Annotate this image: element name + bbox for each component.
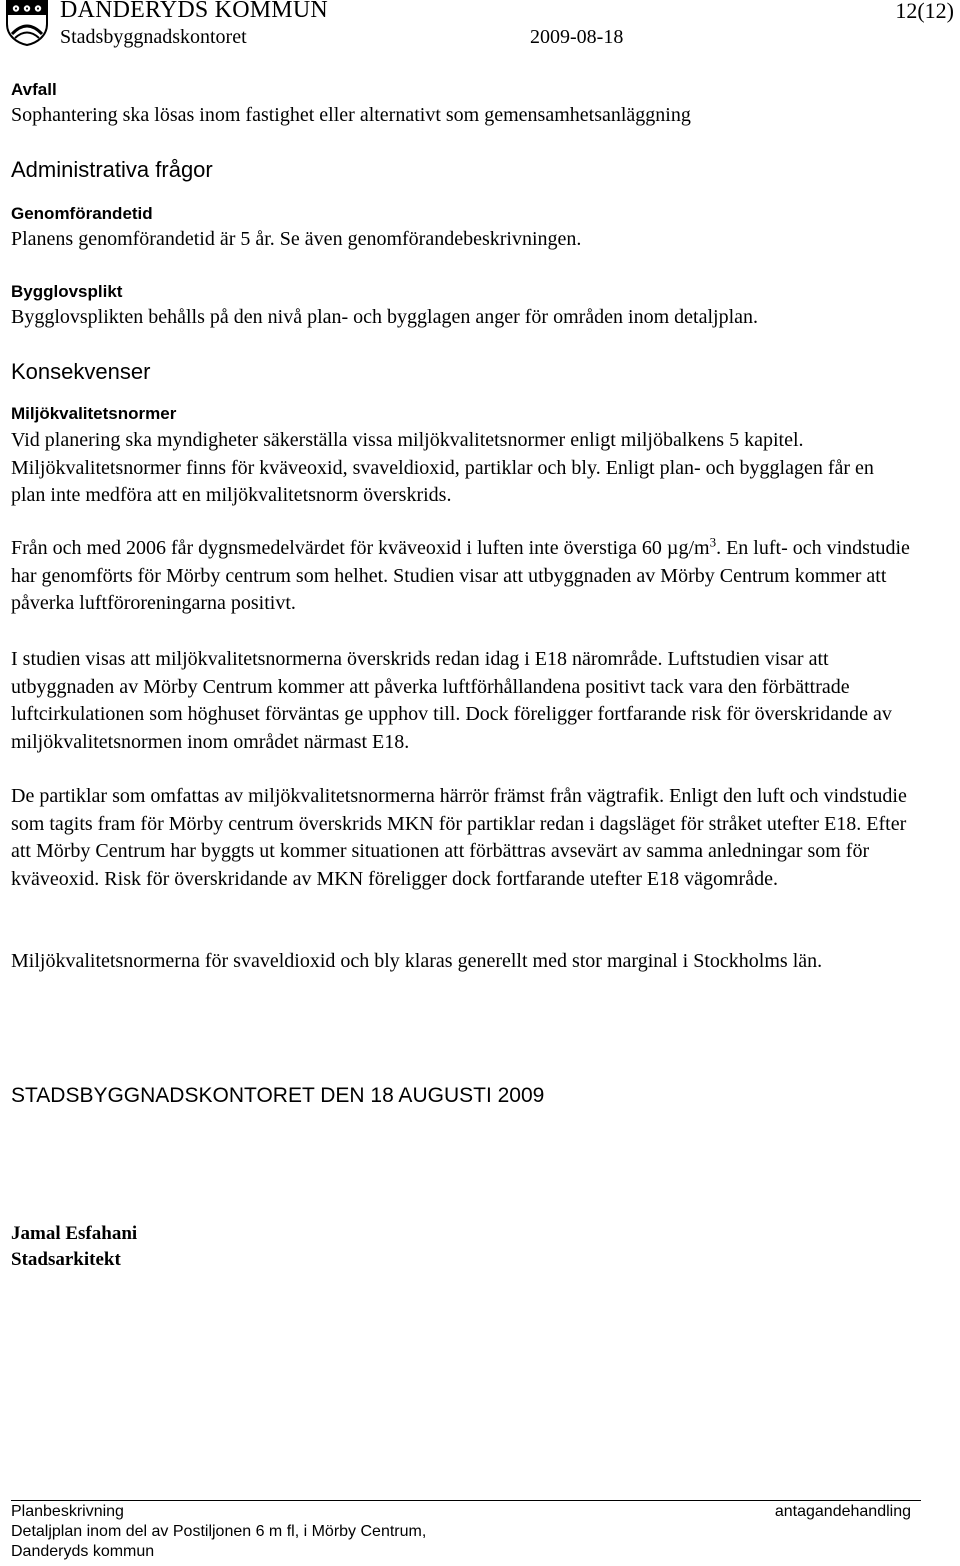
paragraph-kvaveoxid-part2: . En luft- och vindstudie har genomförts för Mörby centrum som helhet. Studien visar att utbyggnaden av Mörby Centrum kommer att påverka luftföroreningarna positivt. [11,537,910,614]
avfall-text: Sophantering ska lösas inom fastighet eller alternativt som gemensamhetsanläggning [11,104,691,126]
organization-name: DANDERYDS KOMMUN [60,0,328,23]
genomforandetid-text: Planens genomförandetid är 5 år. Se även genomförandebeskrivningen. [11,228,582,250]
paragraph-kvaveoxid [11,535,911,618]
coat-of-arms-icon [6,0,48,46]
signatory-title: Stadsarkitekt [11,1249,121,1270]
bygglovsplikt-heading: Bygglovsplikt [11,282,123,301]
footer-document-type: Planbeskrivning [11,1503,124,1520]
unit-superscript: 3 [709,534,717,550]
paragraph-kvaveoxid-part1: Från och med 2006 får dygnsmedelvärdet för kväveoxid i luften inte överstiga 60 µg/m [11,537,710,559]
paragraph-partiklar: De partiklar som omfattas av miljökvalitetsnormerna härrör främst från vägtrafik. Enligt den luft och vindstudie som tagits fram för Mörby centrum överskrids MKN för partiklar redan i dagsläget för stråket utefter E18. Efter att Mörby Centrum har byggts ut kommer situationen att förbättras avsevärt av samma anledningar som för kväveoxid. Risk för överskridande av MKN föreligger dock fortfarande utefter E18 vägområde. [11,785,907,890]
miljokvalitetsnormer-heading: Miljökvalitetsnormer [11,404,177,423]
konsekvenser-heading: Konsekvenser [11,359,151,384]
footer-municipality: Danderyds kommun [11,1543,155,1560]
paragraph-svaveldioxid: Miljökvalitetsnormerna för svaveldioxid och bly klaras generellt med stor marginal i Stockholms län. [11,950,823,972]
paragraph-miljokvalitet-intro: Vid planering ska myndigheter säkerställa vissa miljökvalitetsnormer enligt miljöbalkens 5 kapitel. Miljökvalitetsnormer finns för kväveoxid, svaveldioxid, partiklar och bly. Enligt plan- och bygglagen får en plan inte medföra att en miljökvalitetsnorm överskrids. [11,429,874,506]
signoff-line: STADSBYGGNADSKONTORET DEN 18 AUGUSTI 2009 [11,1084,545,1107]
footer-divider [11,1500,921,1501]
bygglovsplikt-text: Bygglovsplikten behålls på den nivå plan- och bygglagen anger för områden inom detaljplan. [11,306,759,328]
administrativa-fragor-heading: Administrativa frågor [11,157,213,182]
footer-plan-name: Detaljplan inom del av Postiljonen 6 m fl, i Mörby Centrum, [11,1523,427,1540]
signatory-name: Jamal Esfahani [11,1223,138,1244]
paragraph-luftstudien: I studien visas att miljökvalitetsnormerna överskrids redan idag i E18 närområde. Luftstudien visar att utbyggnaden av Mörby Centrum kommer att påverka luftförhållandena positivt tack vara den förbättrade luftcirkulationen som höghuset förväntas ge upphov till. Dock föreligger fortfarande risk för överskridande av miljökvalitetsnormen inom området närmast E18. [11,648,892,753]
genomforandetid-heading: Genomförandetid [11,204,153,223]
avfall-heading: Avfall [11,80,57,99]
footer-status: antagandehandling [774,1503,911,1520]
department-name: Stadsbyggnadskontoret [60,26,247,48]
page-number: 12(12) [895,0,954,23]
document-date: 2009-08-18 [530,26,624,48]
